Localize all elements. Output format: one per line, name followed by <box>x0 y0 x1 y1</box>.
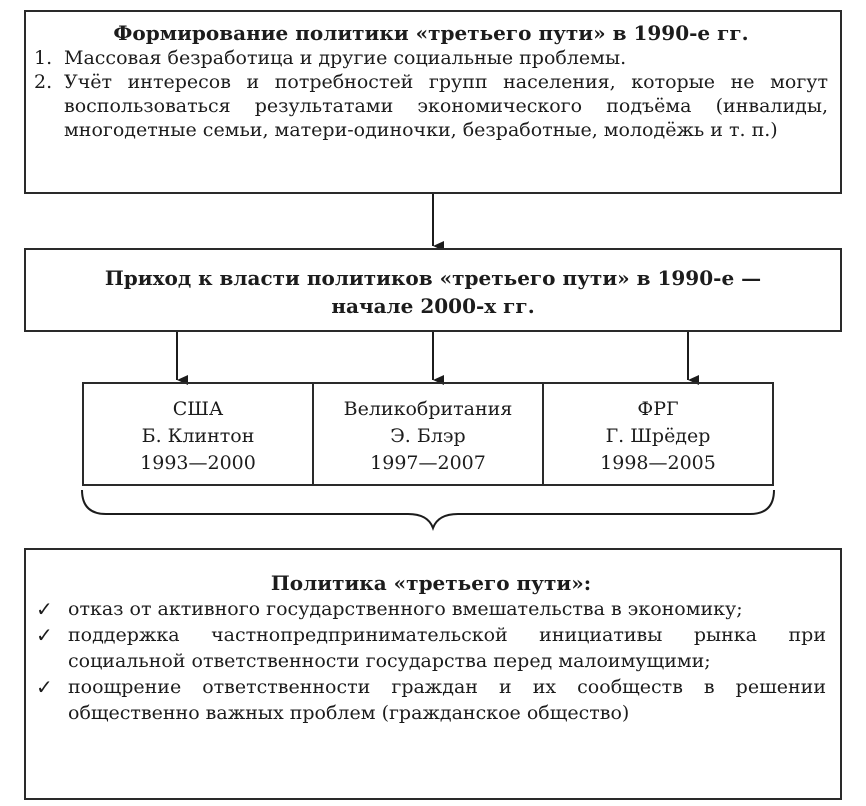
rise-to-power-box <box>24 248 842 332</box>
policy-point <box>36 596 826 622</box>
country-name: ФРГ <box>637 398 679 420</box>
country-leader: Б. Клинтон <box>141 425 255 447</box>
formation-box <box>24 10 842 194</box>
formation-item-text: Учёт интересов и потребностей групп населения, которые не могут воспользоваться результатами экономического подъёма (инвалиды, многодетные семьи, матери-одиночки, безработные, молодёжь и т. п.) <box>64 71 828 141</box>
policy-point-text: поощрение ответственности граждан и их сообществ в решении общественно важных проблем (гражданское общество) <box>68 676 826 724</box>
checkmark-icon: ✓ <box>36 597 53 621</box>
country-leader: Г. Шрёдер <box>605 425 711 447</box>
curly-brace <box>82 490 774 528</box>
formation-item-text: Массовая безработица и другие социальные проблемы. <box>64 47 627 69</box>
country-years: 1998—2005 <box>600 452 716 474</box>
country-cell-usa <box>84 384 312 484</box>
country-cell-uk <box>312 384 542 484</box>
formation-item <box>34 70 828 142</box>
rise-title-line1: Приход к власти политиков «третьего пути» в 1990-е — <box>104 266 762 290</box>
checkmark-icon: ✓ <box>36 675 53 699</box>
policy-point-text: поддержка частнопредпринимательской инициативы рынка при социальной ответственности государства перед малоимущими; <box>68 624 826 672</box>
policy-title: Политика «третьего пути»: <box>270 571 592 595</box>
country-years: 1997—2007 <box>370 452 486 474</box>
countries-table <box>82 382 774 486</box>
policy-box <box>24 548 842 800</box>
country-cell-frg <box>542 384 772 484</box>
formation-item <box>34 46 828 70</box>
policy-point <box>36 674 826 726</box>
formation-title: Формирование политики «третьего пути» в 1990-е гг. <box>113 21 749 45</box>
checkmark-icon: ✓ <box>36 623 53 647</box>
formation-item-number: 2. <box>34 71 53 93</box>
policy-point <box>36 622 826 674</box>
rise-title-line2: начале 2000-х гг. <box>331 294 535 318</box>
country-years: 1993—2000 <box>140 452 256 474</box>
country-name: США <box>172 398 224 420</box>
formation-item-number: 1. <box>34 47 53 69</box>
country-name: Великобритания <box>343 398 513 420</box>
policy-point-text: отказ от активного государственного вмешательства в экономику; <box>68 598 743 620</box>
country-leader: Э. Блэр <box>390 425 466 447</box>
